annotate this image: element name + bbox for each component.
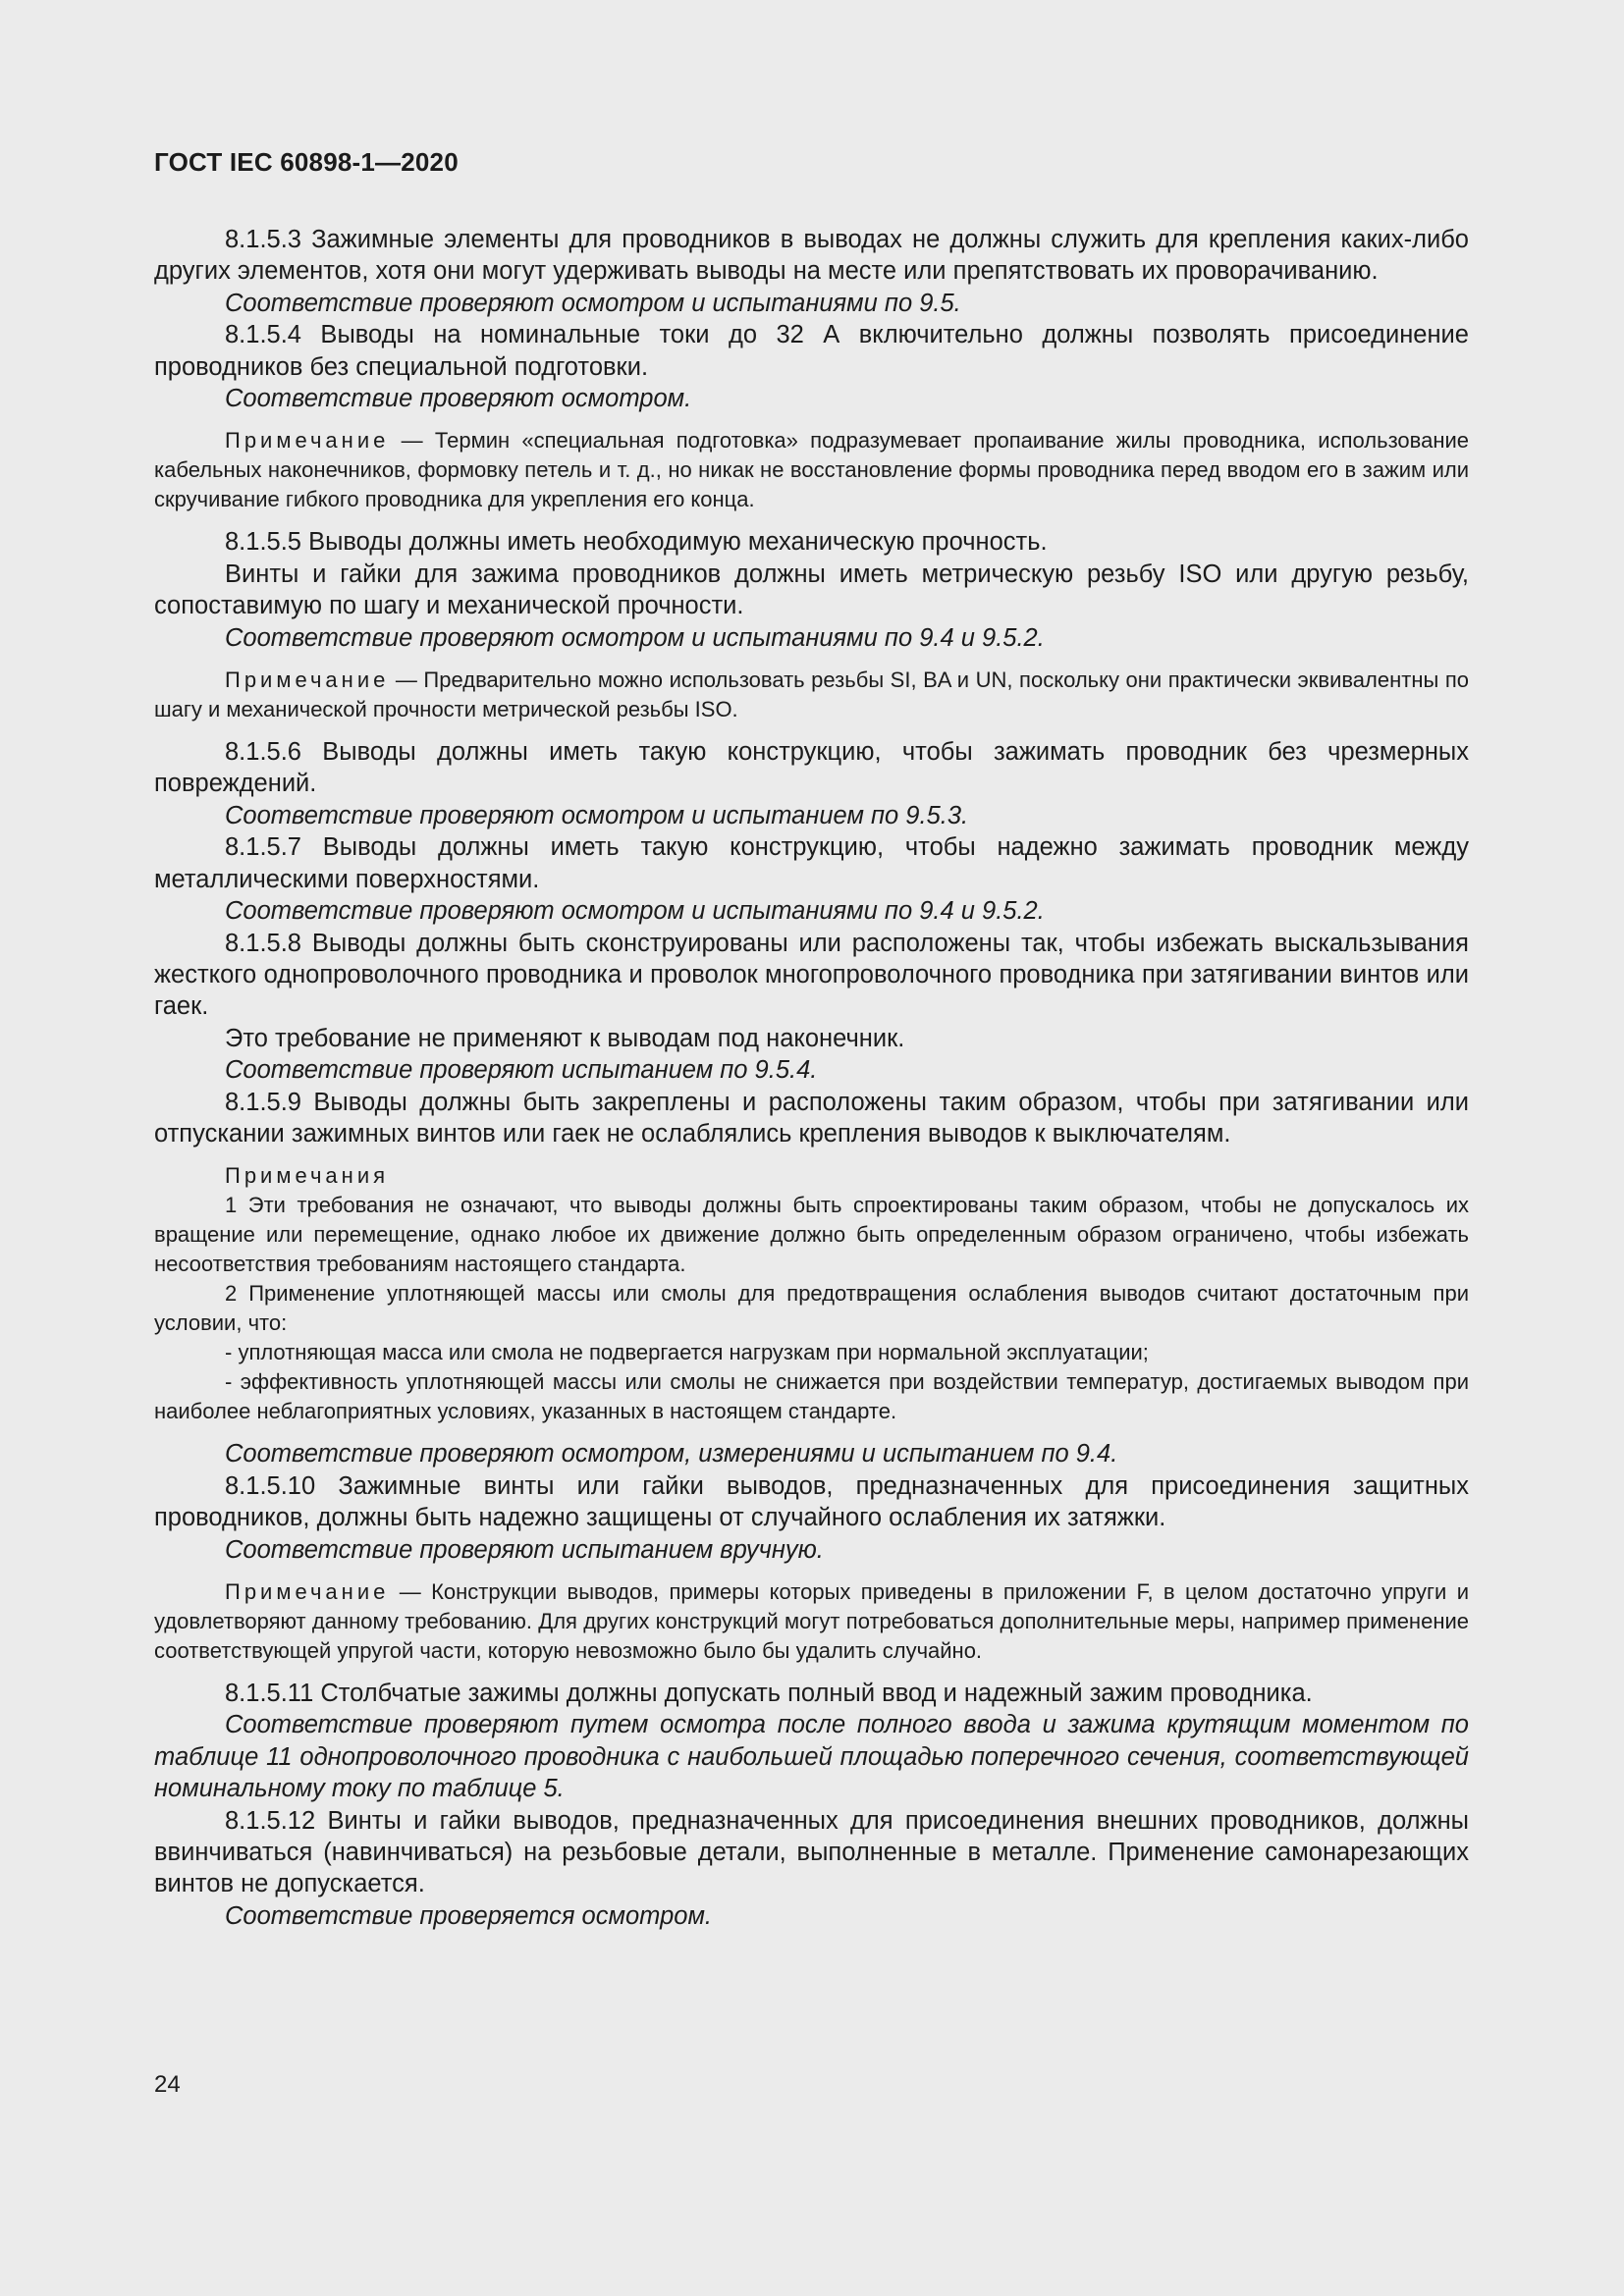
clause-8-1-5-5: 8.1.5.5 Выводы должны иметь необходимую механическую прочность. [225, 528, 1048, 557]
note-item: - уплотняющая масса или смола не подвергается нагрузкам при нормальной эксплуатации; [225, 1340, 1149, 1365]
note-item: - эффективность уплотняющей массы или смолы не снижается при воздействии температур, достигаемых выводом при наиболее неблагоприятных условиях, указанных в настоящем стандарте. [154, 1369, 1469, 1424]
compliance-text: Соответствие проверяют путем осмотра после полного ввода и зажима крутящим моментом по таблице 11 однопроволочного проводника с наибольшей площадью поперечного сечения, соответствующей номинальному току по таблице 5. [154, 1711, 1469, 1803]
compliance-text: Соответствие проверяют осмотром и испытаниями по 9.5. [225, 289, 961, 317]
clause-8-1-5-10: 8.1.5.10 Зажимные винты или гайки выводов, предназначенных для присоединения защитных проводников, должны быть надежно защищены от случайного ослабления их затяжки. [154, 1471, 1469, 1532]
clause-8-1-5-6: 8.1.5.6 Выводы должны иметь такую конструкцию, чтобы зажимать проводник без чрезмерных повреждений. [154, 738, 1469, 798]
compliance-text: Соответствие проверяют испытанием вручную. [225, 1535, 824, 1564]
note-label: Примечание [225, 667, 390, 693]
clause-8-1-5-11: 8.1.5.11 Столбчатые зажимы должны допускать полный ввод и надежный зажим проводника. [225, 1679, 1313, 1707]
compliance-text: Соответствие проверяется осмотром. [225, 1901, 713, 1930]
compliance-text: Соответствие проверяют испытанием по 9.5.4. [225, 1056, 818, 1085]
clause-8-1-5-8: 8.1.5.8 Выводы должны быть сконструированы или расположены так, чтобы избежать выскальзывания жесткого однопроволочного проводника и проволок многопроволочного проводника при затягивании винтов или гаек. [154, 929, 1469, 1021]
compliance-text: Соответствие проверяют осмотром и испытанием по 9.5.3. [225, 801, 969, 829]
clause-8-1-5-3: 8.1.5.3 Зажимные элементы для проводников в выводах не должны служить для крепления каких-либо других элементов, хотя они могут удерживать выводы на месте или препятствовать их проворачиванию. [154, 226, 1469, 286]
note-2 [154, 666, 1469, 724]
note-text: — Предварительно можно использовать резьбы SI, BA и UN, поскольку они практически эквивалентны по шагу и механической прочности метрической резьбы ISO. [154, 667, 1469, 722]
compliance-text: Соответствие проверяют осмотром, измерениями и испытанием по 9.4. [225, 1440, 1118, 1468]
note-1 [154, 426, 1469, 514]
clause-8-1-5-4: 8.1.5.4 Выводы на номинальные токи до 32 А включительно должны позволять присоединение проводников без специальной подготовки. [154, 321, 1469, 381]
clause-8-1-5-7: 8.1.5.7 Выводы должны иметь такую конструкцию, чтобы надежно зажимать проводник между металлическими поверхностями. [154, 833, 1469, 893]
note-4 [154, 1577, 1469, 1666]
compliance-text: Соответствие проверяют осмотром и испытаниями по 9.4 и 9.5.2. [225, 623, 1045, 652]
note-item: 2 Применение уплотняющей массы или смолы для предотвращения ослабления выводов считают достаточным при условии, что: [154, 1281, 1469, 1336]
notes-3 [154, 1161, 1469, 1426]
compliance-text: Соответствие проверяют осмотром и испытаниями по 9.4 и 9.5.2. [225, 897, 1045, 926]
clause-8-1-5-12: 8.1.5.12 Винты и гайки выводов, предназначенных для присоединения внешних проводников, должны ввинчиваться (навинчиваться) на резьбовые детали, выполненные в металле. Применение самонарезающих винтов не допускается. [154, 1806, 1469, 1898]
note-label: Примечание [225, 428, 390, 454]
page-number: 24 [154, 2071, 181, 2098]
document-header: ГОСТ IEC 60898-1—2020 [154, 147, 459, 177]
compliance-text: Соответствие проверяют осмотром. [225, 385, 692, 413]
paragraph: Это требование не применяют к выводам под наконечник. [225, 1024, 905, 1052]
note-text: — Конструкции выводов, примеры которых приведены в приложении F, в целом достаточно упруги и удовлетворяют данному требованию. Для других конструкций могут потребоваться дополнительные меры, например применение соответствующей упругой части, которую невозможно было бы удалить случайно. [154, 1578, 1469, 1663]
notes-label: Примечания [225, 1163, 390, 1189]
note-item: 1 Эти требования не означают, что выводы должны быть спроектированы таким образом, чтобы не допускалось их вращение или перемещение, однако любое их движение должно быть определенным образом ограничено, чтобы избежать несоответствия требованиям настоящего стандарта. [154, 1193, 1469, 1277]
document-body [154, 224, 1469, 1932]
note-label: Примечание [225, 1578, 390, 1604]
note-text: — Термин «специальная подготовка» подразумевает пропаивание жилы проводника, использование кабельных наконечников, формовку петель и т. д., но никак не восстановление формы проводника перед вводом его в зажим или скручивание гибкого проводника для укрепления его конца. [154, 428, 1469, 512]
paragraph: Винты и гайки для зажима проводников должны иметь метрическую резьбу ISO или другую резьбу, сопоставимую по шагу и механической прочности. [154, 560, 1469, 620]
clause-8-1-5-9: 8.1.5.9 Выводы должны быть закреплены и расположены таким образом, чтобы при затягивании или отпускании зажимных винтов или гаек не ослаблялись крепления выводов к выключателям. [154, 1088, 1469, 1148]
